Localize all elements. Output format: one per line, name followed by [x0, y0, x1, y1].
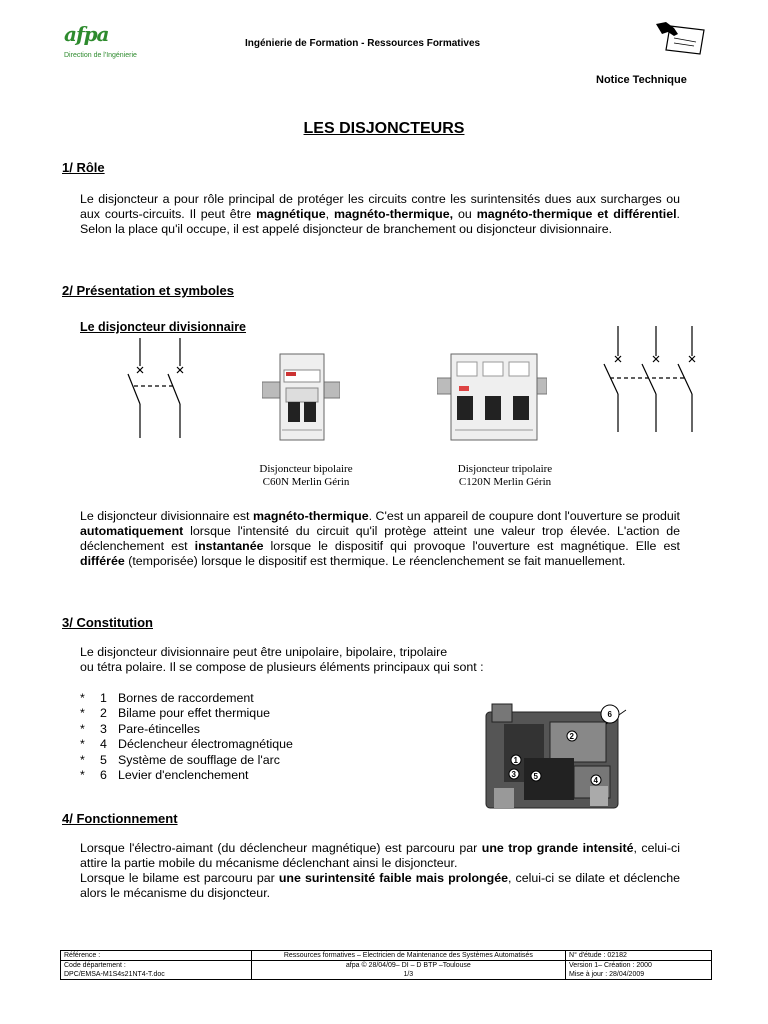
- list-item: * 1 Bornes de raccordement: [80, 691, 254, 705]
- footer-etude: N° d'étude : 02182: [566, 951, 712, 961]
- list-item: * 2 Bilame pour effet thermique: [80, 706, 270, 721]
- bipolar-breaker-symbol: [118, 338, 198, 440]
- logo-subtitle: Direction de l'Ingénierie: [64, 52, 137, 59]
- bipolar-breaker-photo: [262, 352, 340, 442]
- footer-table: [60, 950, 712, 980]
- bipolar-caption: Disjoncteur bipolaire C60N Merlin Gérin: [259, 463, 353, 488]
- header-title: Ingénierie de Formation - Ressources Formatives: [245, 38, 481, 49]
- footer-ref-label: Référence :: [61, 951, 252, 961]
- section3-intro: Le disjoncteur divisionnaire peut être unipolaire, bipolaire, tripolaire ou tétra polaire. Il se compose de plusieurs éléments principaux qui sont :: [80, 645, 484, 674]
- afpa-logo: [64, 22, 174, 59]
- list-item: * 5 Système de soufflage de l'arc: [80, 752, 280, 767]
- section3-heading: 3/ Constitution: [62, 615, 153, 630]
- tripolar-caption: Disjoncteur tripolaire C120N Merlin Gérin: [457, 463, 553, 488]
- footer-ref-value: Ressources formatives – Electricien de Maintenance des Systèmes Automatisés: [251, 951, 565, 961]
- hand-card-icon: [652, 18, 712, 58]
- breaker-internal-photo: [480, 700, 630, 812]
- page-title: LES DISJONCTEURS: [303, 120, 465, 137]
- list-item: * 3 Pare-étincelles: [80, 721, 200, 736]
- callout-2: 2: [569, 732, 574, 741]
- callout-1: 1: [513, 756, 518, 765]
- section2-subheading: Le disjoncteur divisionnaire: [80, 320, 247, 334]
- section4-heading: 4/ Fonctionnement: [62, 811, 178, 826]
- callout-3: 3: [511, 770, 516, 779]
- tripolar-breaker-symbol: [592, 326, 708, 434]
- list-item: * 6 Levier d'enclenchement: [80, 768, 249, 783]
- callout-6: 6: [607, 710, 612, 719]
- section1-paragraph: Le disjoncteur a pour rôle principal de protéger les circuits contre les surintensités dues aux surcharges ou aux courts-circuits. Il peut être magnétique, magnéto-thermique, ou magnéto-thermique et différentiel. Selon la place qu'il occupe, il est appelé disjoncteur de branchement ou disjoncteur divisionnaire.: [80, 192, 680, 236]
- section2-heading: 2/ Présentation et symboles: [62, 283, 234, 298]
- section4-paragraph: Lorsque l'électro-aimant (du déclencheur magnétique) est parcouru par une trop grande intensité, celui-ci attire la partie mobile du mécanisme déclenchant ainsi le disjoncteur. Lorsque le bilame est parcouru par une surintensité faible mais prolongée, celui-ci se dilate et déclenche alors le mécanisme du disjoncteur.: [80, 841, 680, 900]
- header-doc-type: Notice Technique: [596, 74, 687, 86]
- tripolar-breaker-photo: [437, 352, 547, 442]
- footer-center: afpa © 28/04/09– DI – D BTP –Toulouse 1/3: [251, 961, 565, 980]
- callout-5: 5: [533, 772, 538, 781]
- section2-paragraph: Le disjoncteur divisionnaire est magnéto-thermique. C'est un appareil de coupure dont l'ouverture se produit automatiquement lorsque l'intensité du circuit qu'il protège atteint une valeur trop élevée. L'action de déclenchement est instantanée lorsque le dispositif qui provoque l'ouverture est magnétique. Elle est différée (temporisée) lorsque le dispositif est thermique. Le réenclenchement se fait manuellement.: [80, 509, 681, 568]
- section1-heading: 1/ Rôle: [62, 160, 105, 175]
- logo-text: afpa: [64, 22, 109, 46]
- components-list: [80, 691, 293, 783]
- footer-version: Version 1– Création : 2000 Mise à jour : 28/04/2009: [566, 961, 712, 980]
- callout-4: 4: [593, 776, 598, 785]
- footer-code: Code département : DPC/EMSA-M1S4s21NT4-T.doc: [61, 961, 252, 980]
- list-item: * 4 Déclencheur électromagnétique: [80, 737, 293, 752]
